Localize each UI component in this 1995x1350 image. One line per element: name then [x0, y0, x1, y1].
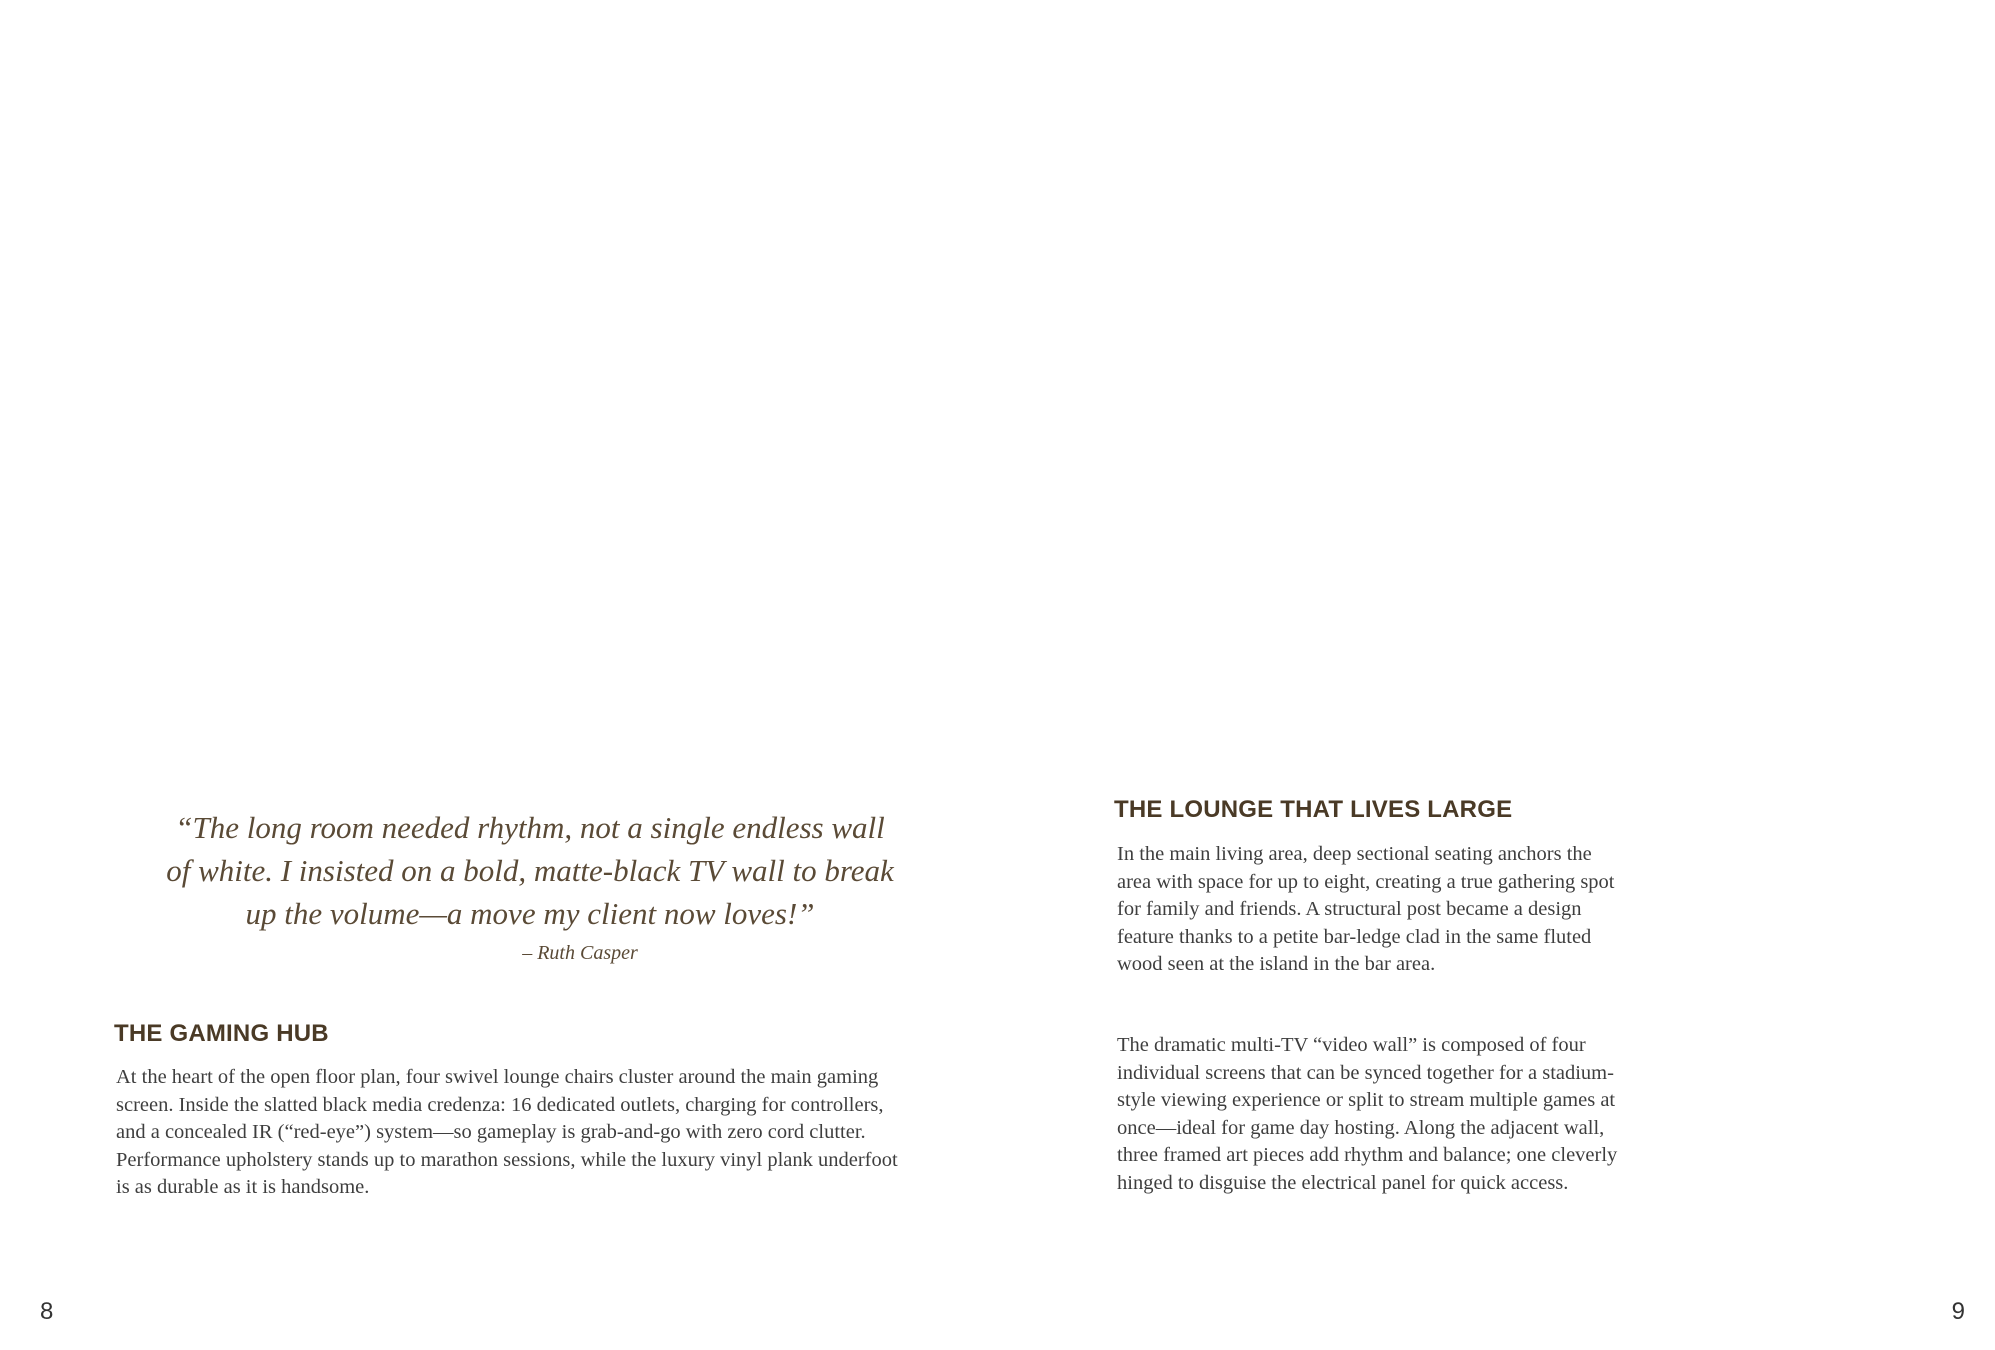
lounge-heading: THE LOUNGE THAT LIVES LARGE — [1114, 796, 1513, 823]
pull-quote-attribution: – Ruth Casper — [522, 942, 638, 964]
lounge-paragraph-1: In the main living area, deep sectional seating anchors the area with space for up to eight, creating a true gathering spot for family and friends. A structural post became a design feature thanks to a petite bar-ledge clad in the same fluted wood seen at the island in the bar area. — [1117, 843, 1615, 975]
pull-quote — [160, 806, 900, 967]
gaming-hub-heading: THE GAMING HUB — [114, 1020, 329, 1047]
page-number-left: 8 — [40, 1298, 54, 1325]
pull-quote-text: “The long room needed rhythm, not a single endless wall of white. I insisted on a bold, matte-black TV wall to break up the volume—a move my client now loves!” — [166, 810, 894, 931]
lounge-paragraph-2: The dramatic multi-TV “video wall” is composed of four individual screens that can be synced together for a stadium-style viewing experience or split to stream multiple games at once—ideal for game day hosting. Along the adjacent wall, three framed art pieces add rhythm and balance; one cleverly hinged to disguise the electrical panel for quick access. — [1117, 1034, 1618, 1194]
left-page — [0, 0, 997, 1350]
gaming-hub-body: At the heart of the open floor plan, four swivel lounge chairs cluster around the main gaming screen. Inside the slatted black media credenza: 16 dedicated outlets, charging for controllers, and a concealed IR (“red-eye”) system—so gameplay is grab-and-go with zero cord clutter. Performance upholstery stands up to marathon sessions, while the luxury vinyl plank underfoot is as durable as it is handsome. — [116, 1066, 898, 1198]
page-number-right: 9 — [1951, 1298, 1965, 1325]
right-page — [997, 0, 1995, 1350]
